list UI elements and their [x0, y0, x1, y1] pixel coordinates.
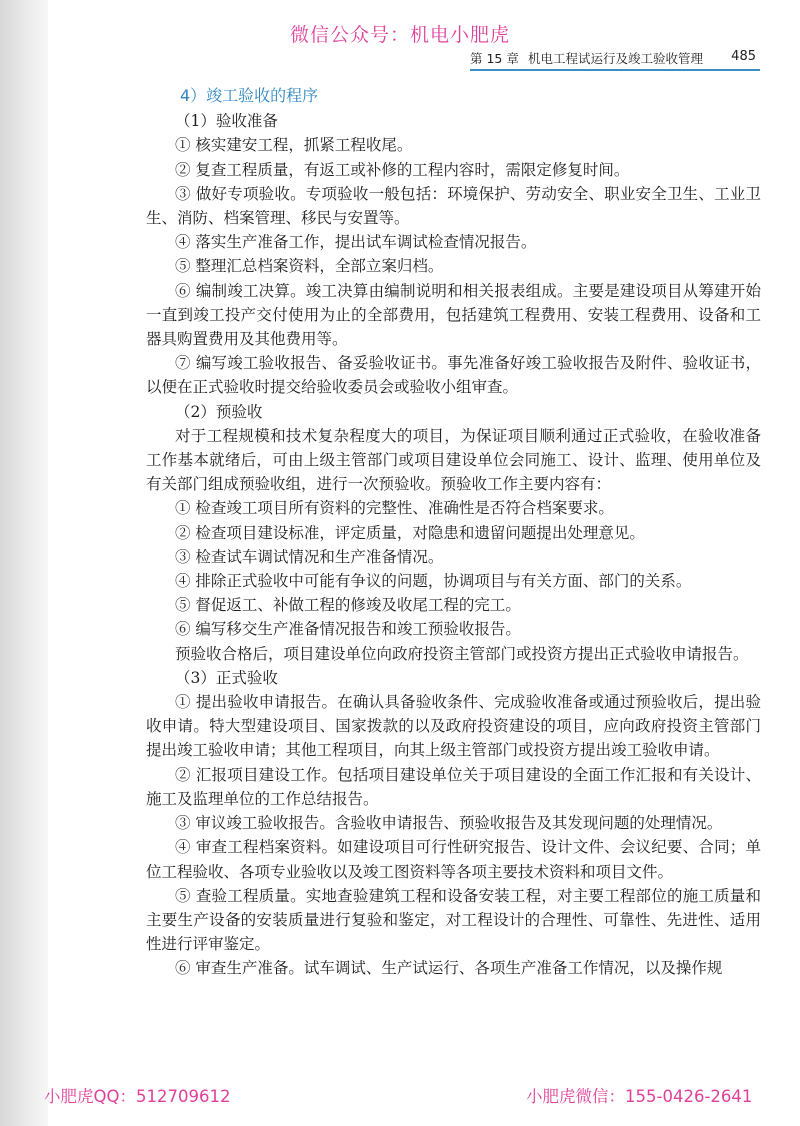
paragraph: ② 汇报项目建设工作。包括项目建设单位关于项目建设的全面工作汇报和有关设计、施工及监理单位的工作总结报告。 [146, 765, 761, 808]
paragraph: ① 提出验收申请报告。在确认具备验收条件、完成验收准备或通过预验收后，提出验收申请。特大型建设项目、国家拨款的以及政府投资建设的项目，应向政府投资主管部门提出竣工验收申请；其他工程项目，向其上级主管部门或投资方提出竣工验收申请。 [146, 693, 761, 760]
paragraph: ⑥ 编制竣工决算。竣工决算由编制说明和相关报表组成。主要是建设项目从筹建开始一直到竣工投产交付使用为止的全部费用，包括建筑工程费用、安装工程费用、设备和工器具购置费用及其他费用等。 [146, 281, 761, 349]
paragraph: ② 检查项目建设标准，评定质量，对隐患和遗留问题提出处理意见。 [175, 523, 645, 542]
paragraph: 对于工程规模和技术复杂程度大的项目，为保证项目顺利通过正式验收，在验收准备工作基本就绪后，可由上级主管部门或项目建设单位会同施工、设计、监理、使用单位及有关部门组成预验收组，进行一次预验收。预验收工作主要内容有： [146, 426, 761, 494]
section-heading: 4）竣工验收的程序 [180, 86, 319, 105]
paragraph: ③ 检查试车调试情况和生产准备情况。 [175, 547, 444, 566]
paragraph: ④ 落实生产准备工作，提出试车调试检查情况报告。 [175, 233, 537, 252]
subsection-heading: （2）预验收 [175, 402, 263, 421]
page-left-shadow [0, 0, 48, 1126]
subsection-heading: （1）验收准备 [175, 112, 278, 131]
paragraph: ⑤ 督促返工、补做工程的修竣及收尾工程的完工。 [175, 596, 521, 615]
paragraph: ③ 做好专项验收。专项验收一般包括：环境保护、劳动安全、职业安全卫生、工业卫生、消防、档案管理、移民与安置等。 [146, 184, 761, 228]
paragraph: ③ 审议竣工验收报告。含验收申请报告、预验收报告及其发现问题的处理情况。 [175, 814, 723, 833]
paragraph: ④ 审查工程档案资料。如建设项目可行性研究报告、设计文件、会议纪要、合同；单位工程验收、各项专业验收以及竣工图资料等各项主要技术资料和项目文件。 [146, 838, 761, 881]
body-text [146, 84, 761, 981]
paragraph: ⑤ 查验工程质量。实地查验建筑工程和设备安装工程，对主要工程部位的施工质量和主要生产设备的安装质量进行复验和鉴定，对工程设计的合理性、可靠性、先进性、适用性进行评审鉴定。 [146, 886, 761, 954]
watermark-top: 微信公众号：机电小肥虎 [289, 24, 510, 46]
paragraph: ⑥ 编写移交生产准备情况报告和竣工预验收报告。 [175, 620, 521, 639]
paragraph: ④ 排除正式验收中可能有争议的问题，协调项目与有关方面、部门的关系。 [175, 572, 692, 591]
subsection-heading: （3）正式验收 [175, 668, 278, 687]
chapter-number: 第 15 章 [470, 51, 519, 66]
paragraph: ② 复查工程质量，有返工或补修的工程内容时，需限定修复时间。 [175, 160, 630, 179]
chapter-title: 机电工程试运行及竣工验收管理 [528, 51, 704, 66]
watermark-wechat: 小肥虎微信：155-0426-2641 [526, 1087, 753, 1106]
paragraph: 预验收合格后，项目建设单位向政府投资主管部门或投资方提出正式验收申请报告。 [175, 644, 749, 663]
paragraph: ⑤ 整理汇总档案资料，全部立案归档。 [175, 257, 444, 276]
page-number: 485 [731, 49, 756, 64]
paragraph: ⑦ 编写竣工验收报告、备妥验收证书。事先准备好竣工验收报告及附件、验收证书，以便在正式验收时提交给验收委员会或验收小组审查。 [146, 354, 761, 397]
paragraph: ⑥ 审查生产准备。试车调试、生产试运行、各项生产准备工作情况，以及操作规 [175, 959, 723, 978]
paragraph: ① 检查竣工项目所有资料的完整性、准确性是否符合档案要求。 [175, 499, 614, 518]
running-header [470, 47, 760, 71]
paragraph: ① 核实建安工程，抓紧工程收尾。 [175, 136, 413, 155]
watermark-qq: 小肥虎QQ：512709612 [44, 1087, 231, 1106]
